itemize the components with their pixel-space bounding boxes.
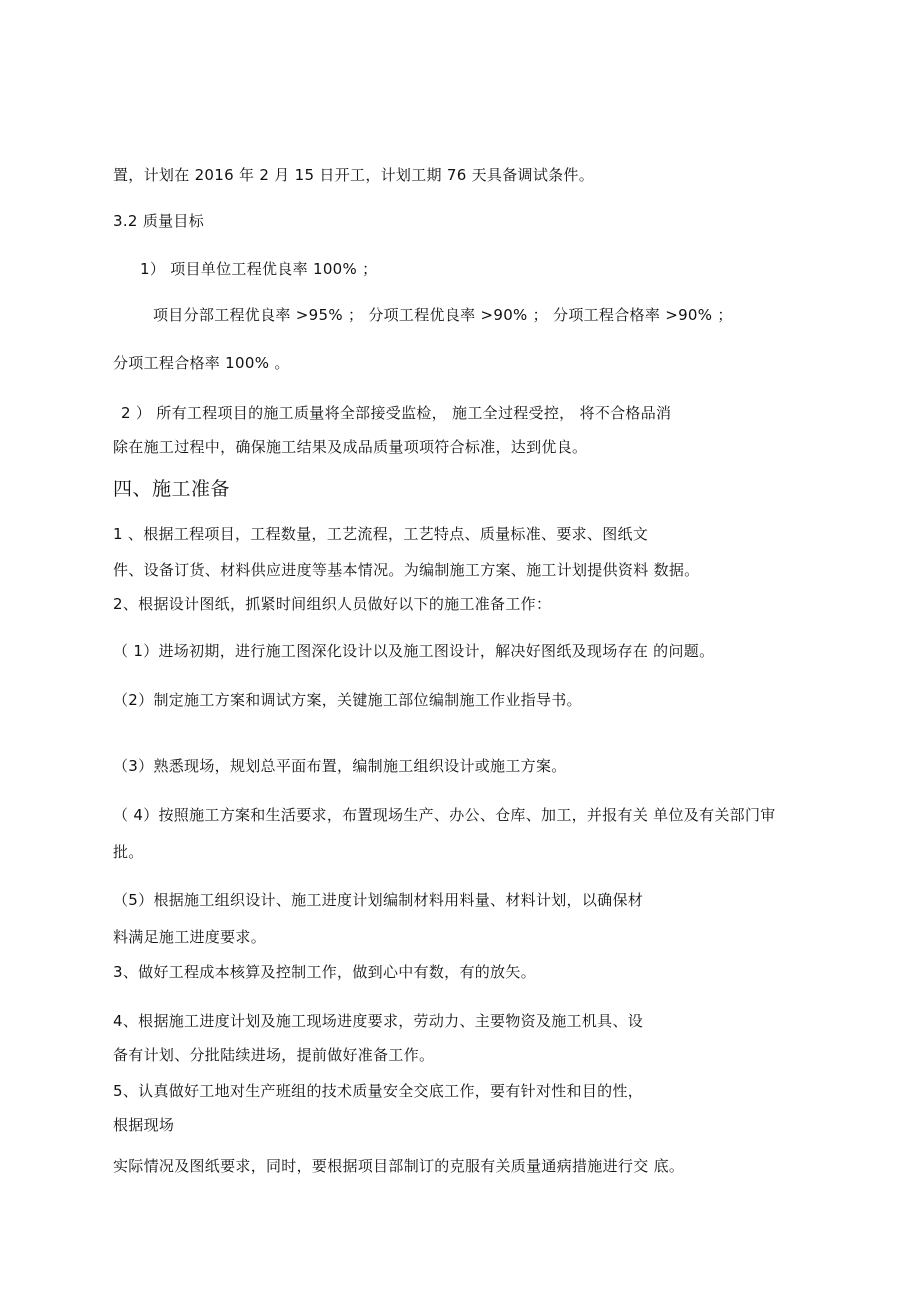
- text-line: 分项工程合格率 100% 。: [113, 354, 290, 372]
- text-line: 件、设备订货、材料供应进度等基本情况。为编制施工方案、施工计划提供资料 数据。: [113, 561, 700, 579]
- text-line: （ 1）进场初期，进行施工图深化设计以及施工图设计，解决好图纸及现场存在 的问题。: [113, 642, 715, 660]
- text-line: 实际情况及图纸要求，同时，要根据项目部制订的克服有关质量通病措施进行交 底。: [113, 1157, 685, 1175]
- text-line: 料满足施工进度要求。: [113, 928, 267, 946]
- text-line: 5、认真做好工地对生产班组的技术质量安全交底工作，要有针对性和目的性，: [113, 1082, 644, 1100]
- text-line: 1） 项目单位工程优良率 100% ；: [140, 260, 378, 278]
- text-line: 4、根据施工进度计划及施工现场进度要求，劳动力、主要物资及施工机具、设: [113, 1012, 644, 1030]
- section-heading: 四、施工准备: [113, 478, 231, 500]
- text-line: 项目分部工程优良率 >95% ； 分项工程优良率 >90% ； 分项工程合格率 >90% ；: [153, 306, 733, 324]
- text-line: 备有计划、分批陆续进场，提前做好准备工作。: [113, 1046, 435, 1064]
- text-line: 1 、根据工程项目，工程数量，工艺流程，工艺特点、质量标准、要求、图纸文: [113, 525, 649, 543]
- text-line: 2 ） 所有工程项目的施工质量将全部接受监检， 施工全过程受控， 将不合格品消: [121, 404, 672, 422]
- text-line: 批。: [113, 843, 144, 861]
- text-line: 置，计划在 2016 年 2 月 15 日开工，计划工期 76 天具备调试条件。: [113, 166, 595, 184]
- text-line: 2、根据设计图纸，抓紧时间组织人员做好以下的施工准备工作：: [113, 595, 552, 613]
- text-line: 根据现场: [113, 1116, 175, 1134]
- text-line: （ 4）按照施工方案和生活要求，布置现场生产、办公、仓库、加工，并报有关 单位及有关部门审: [113, 806, 776, 824]
- text-line: （2）制定施工方案和调试方案，关键施工部位编制施工作业指导书。: [113, 691, 582, 709]
- text-line: （3）熟悉现场，规划总平面布置，编制施工组织设计或施工方案。: [113, 757, 567, 775]
- text-line: （5）根据施工组织设计、施工进度计划编制材料用料量、材料计划，以确保材: [113, 891, 644, 909]
- text-line: 除在施工过程中，确保施工结果及成品质量项项符合标准，达到优良。: [113, 438, 588, 456]
- subsection-title: 3.2 质量目标: [113, 212, 205, 230]
- text-line: 3、做好工程成本核算及控制工作，做到心中有数，有的放矢。: [113, 963, 536, 981]
